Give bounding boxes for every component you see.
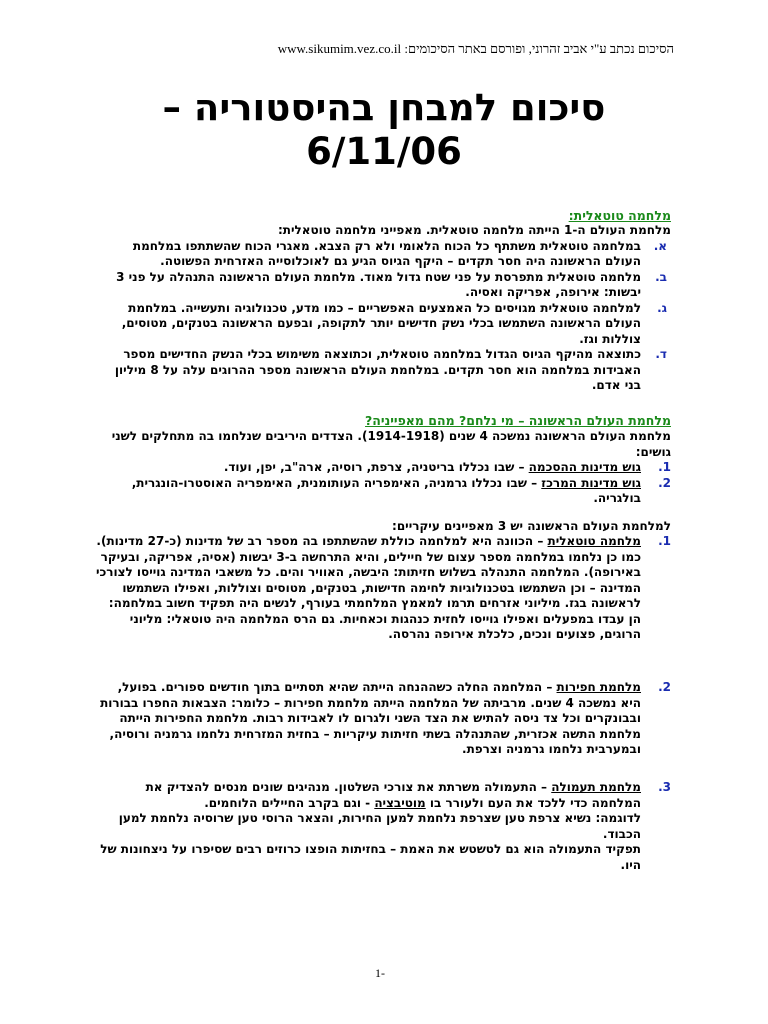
term: מלחמת תעמולה — [551, 780, 641, 794]
list-marker: 2. — [658, 475, 671, 490]
example-text: לדוגמה: נשיא צרפת טען שצרפת נלחמת למען החירות, והצאר הרוסי טען שרוסיה נלחמת למען הכבוד. — [118, 811, 641, 841]
section-intro: מלחמת העולם הראשונה נמשכה 4 שנים (1914-1918). הצדדים היריבים שנלחמו בה מתחלקים לשני גושים: — [111, 429, 671, 459]
term: מלחמת חפירות — [556, 680, 641, 694]
list-item — [95, 476, 671, 507]
title-line-1: סיכום למבחן בהיסטוריה – — [162, 86, 606, 129]
title-line-2: 6/11/06 — [306, 130, 462, 173]
list-marker: ד. — [655, 347, 667, 361]
list-item-text: מלחמה טוטאלית מתפרסת על פני שטח גדול מאוד. מלחמת העולם הראשונה התנהלה על פני 3 יבשות: אירופה, אפריקה ואסיה. — [116, 269, 641, 299]
section-heading-total-war: מלחמה טוטאלית: — [568, 208, 671, 223]
list-item — [95, 780, 671, 873]
section-heading-ww1: מלחמת העולם הראשונה – מי נלחם? מהם מאפייניה? — [365, 413, 671, 428]
list-item — [95, 460, 671, 476]
list-item-text: - וגם בקרב החיילים הלוחמים. — [204, 795, 375, 810]
list-marker: 2. — [658, 680, 671, 694]
list-item-text: כתוצאה מהיקף הגיוס הגדול במלחמה טוטאלית, וכתוצאה משימוש בכלי הנשק החדישים מספר האבידות במלחמה הוא חסר תקדים. במלחמת העולם הראשונה מספר ההרוגים עלה על 8 מיליון בני אדם. — [114, 347, 641, 392]
feature-propaganda-war — [95, 780, 671, 873]
list-item — [95, 239, 671, 270]
list-item-text: למלחמה טוטאלית מגויסים כל האמצעים האפשריים – כמו מדע, טכנולוגיה ותעשייה. במלחמת העולם הראשונה השתמשו בכלי נשק חדישים יותר לתקופה, ובפעם הראשונה בטנקים, מטוסים, צוללות וגז. — [121, 300, 641, 346]
list-item — [95, 347, 671, 394]
section-total-war-body — [95, 223, 671, 394]
list-marker: 1. — [658, 534, 671, 548]
list-item — [95, 680, 671, 758]
feature-total-war — [95, 534, 671, 643]
section-ww1-intro — [95, 429, 671, 507]
list-item-text: – התעמולה משרתת את צורכי השלטון. מנהיגים שונים מנסים להצדיק את המלחמה כדי ללכד את העם ולעורר בו — [145, 780, 641, 810]
list-item-text: – הכוונה היא למלחמה כוללת שהשתתפו בה מספר רב של מדינות (כ-27 מדינות). כמו כן נלחמו במלחמה מספר עצום של חיילים, והיא התרחשה ב-3 יבשות (אסיה, אפריקה, ובעיקר באירופה). המלחמה התנהלה בשלוש חזיתות: היבשה, האוויר והים. כל משאבי המדינה גוייסו לצורכי המדינה – וכן השתמשו בטכנולוגיות לחימה חדישות, בטנקים, מטוסים וצוללות, ואפילו השתמשו לראשונה בגז. מיליוני אזרחים תרמו למאמץ המלחמתי בעורף, לנשים היה תפקיד חשוב במלחמה: הן עבדו במפעלים ואפילו גוייסו לחזית כנהגות וכאחיות. גם הרס המלחמה היה טוטאלי: מליוני הרוגים, פצועים ונכים, כלכלת אירופה נהרסה. — [95, 534, 641, 641]
list-marker: א. — [653, 238, 667, 253]
list-item — [95, 534, 671, 643]
section-intro: מלחמת העולם ה-1 הייתה מלחמה טוטאלית. מאפייני מלחמה טוטאלית: — [277, 223, 671, 237]
page-title — [80, 86, 688, 174]
page-header: הסיכום נכתב ע"י אביב זהרוני, ופורסם באתר הסיכומים: www.sikumim.vez.co.il — [277, 41, 674, 56]
feature-trench-war — [95, 680, 671, 758]
term: מלחמה טוטאלית — [547, 534, 641, 548]
list-item-text: – המלחמה החלה כשההנחה הייתה שהיא תסתיים בתוך חודשים ספורים. בפועל, היא נמשכה 4 שנים. מרביתה של המלחמה הייתה מלחמת חפירות – כלומר: הצבאות החפרו בבורות ובבונקרים וכל צד ניסה להתיש את הצד השני ולגרום לו לאבידות רבות. מלחמת החפירות הייתה מלחמת התשה אכזרית, שהתנהלה בשתי חזיתות עיקריות – בחזית המזרחית נלחמו גרמניה ורוסיה, ובמערבית נלחמו גרמניה וצרפת. — [100, 680, 641, 756]
example-text: תפקיד התעמולה הוא גם לטשטש את האמת – בחזיתות הופצו כרוזים רבים שסיפרו על ניצחונות של היו. — [100, 842, 641, 872]
list-item-text: – שבו נכללו בריטניה, צרפת, רוסיה, ארה"ב, יפן, ועוד. — [223, 460, 529, 474]
features-intro: למלחמת העולם הראשונה יש 3 מאפיינים עיקריים: — [392, 519, 671, 533]
list-item-text: – שבו נכללו גרמניה, האימפריה העותומנית, האימפריה האוסטרו-הונגרית, בולגריה. — [131, 475, 641, 505]
term: גוש מדינות ההסכמה — [528, 460, 641, 474]
list-item — [95, 301, 671, 348]
term: מוטיבציה — [374, 795, 426, 810]
list-marker: 1. — [658, 460, 671, 474]
list-item — [95, 270, 671, 301]
list-marker: ב. — [655, 269, 667, 284]
list-marker: ג. — [657, 300, 667, 315]
list-marker: 3. — [658, 780, 671, 794]
list-item-text: במלחמה טוטאלית משתתף כל הכוח הלאומי ולא רק הצבא. מאגרי הכוח שהשתתפו במלחמת העולם הראשונה היה חסר תקדים – היקף הגיוס הגיע גם לאוכלוסייה האזרחית הפשוטה. — [132, 238, 641, 268]
page-number: 1- — [375, 966, 385, 980]
term: גוש מדינות המרכז — [541, 475, 641, 490]
